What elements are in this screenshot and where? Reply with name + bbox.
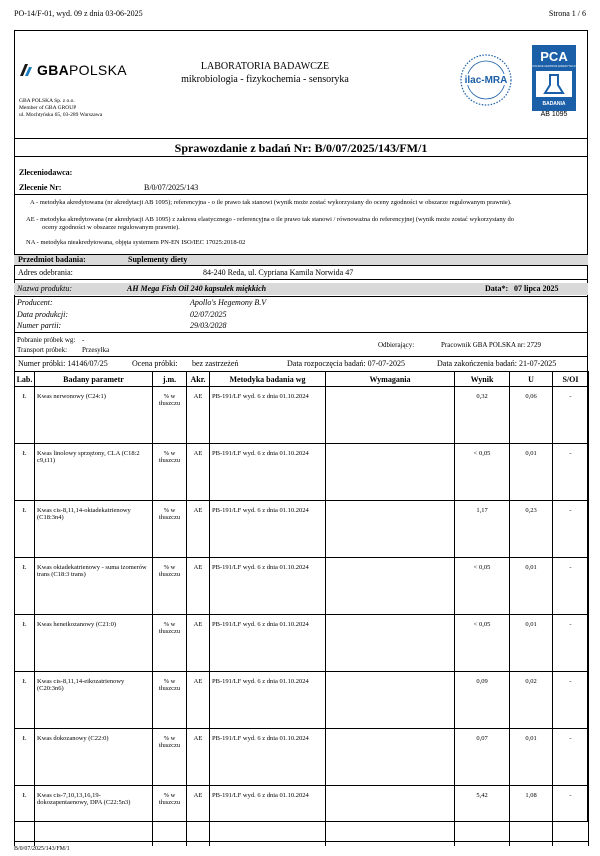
producer-label: Producent: bbox=[17, 298, 53, 307]
product-name: AH Mega Fish Oil 240 kapsułek miękkich bbox=[127, 284, 267, 293]
cell-parameter: Kwas nerwonowy (C24:1) bbox=[35, 387, 153, 444]
cell-parameter: Kwas linolowy sprzężony, CLA (C18:2 c9,t11) bbox=[35, 444, 153, 501]
cell-unit: % w tłuszczu bbox=[153, 558, 187, 615]
cell-soi: - bbox=[553, 672, 589, 729]
legend-a: A - metodyka akredytowana (nr akredytacji AB 1095); referencyjna - o ile prawo tak stanowi (wynik może zostać wykorzystany do oceny zgodności w obszarze regulowanym prawnie). bbox=[30, 199, 512, 206]
cell-uncertainty: 0,01 bbox=[510, 615, 553, 672]
cell-unit: % w tłuszczu bbox=[153, 672, 187, 729]
cell-soi: - bbox=[553, 729, 589, 786]
pca-logo bbox=[532, 45, 576, 111]
table-row bbox=[15, 501, 589, 558]
cell-lab: Ł bbox=[15, 558, 35, 615]
cell-uncertainty: 1,08 bbox=[510, 786, 553, 847]
cell-method: PB-191/LF wyd. 6 z dnia 01.10.2024 bbox=[210, 501, 326, 558]
cell-method: PB-191/LF wyd. 6 z dnia 01.10.2024 bbox=[210, 387, 326, 444]
start-date: Data rozpoczęcia badań: 07-07-2025 bbox=[287, 359, 405, 368]
product-label: Nazwa produktu: bbox=[17, 284, 73, 293]
lab-title-block bbox=[160, 60, 370, 86]
cell-accreditation: AE bbox=[187, 672, 210, 729]
ilac-mra-logo bbox=[459, 53, 513, 107]
footer-report-number: B/0/07/2025/143/FM/1 bbox=[14, 846, 70, 852]
lab-subtitle: mikrobiologia - fizykochemia - sensoryka bbox=[181, 74, 349, 85]
divider bbox=[14, 332, 588, 333]
subject-label: Przedmiot badania: bbox=[18, 255, 86, 264]
cell-requirements bbox=[326, 444, 455, 501]
date-value: 07 lipca 2025 bbox=[514, 284, 559, 293]
cell-requirements bbox=[326, 558, 455, 615]
cell-soi: - bbox=[553, 558, 589, 615]
col-header-requirements: Wymagania bbox=[326, 372, 455, 387]
col-header-lab: Lab. bbox=[15, 372, 35, 387]
cell-accreditation: AE bbox=[187, 786, 210, 847]
cell-uncertainty: 0,01 bbox=[510, 558, 553, 615]
divider bbox=[14, 279, 588, 280]
gba-logo-icon bbox=[20, 64, 34, 76]
cell-requirements bbox=[326, 501, 455, 558]
pca-subtext: POLSKIE CENTRUM AKREDYTACJI bbox=[532, 65, 576, 68]
end-date: Data zakończenia badań: 21-07-2025 bbox=[437, 359, 557, 368]
cell-unit: % w tłuszczu bbox=[153, 729, 187, 786]
pca-badania: BADANIA bbox=[542, 101, 566, 107]
cell-method: PB-191/LF wyd. 6 z dnia 01.10.2024 bbox=[210, 558, 326, 615]
production-date-value: 02/07/2025 bbox=[190, 310, 227, 319]
cell-parameter: Kwas cis-8,11,14-oktadekatrienowy (C18:3n4) bbox=[35, 501, 153, 558]
document-code: PO-14/F-01, wyd. 09 z dnia 03-06-2025 bbox=[14, 9, 143, 18]
cell-unit: % w tłuszczu bbox=[153, 786, 187, 847]
accreditation-number: AB 1095 bbox=[540, 111, 568, 118]
receiver-label: Odbierający: bbox=[378, 341, 415, 349]
cell-method: PB-191/LF wyd. 6 z dnia 01.10.2024 bbox=[210, 786, 326, 847]
cell-parameter: Kwas heneikozanowy (C21:0) bbox=[35, 615, 153, 672]
col-header-result: Wynik bbox=[455, 372, 510, 387]
col-header-unit: j.m. bbox=[153, 372, 187, 387]
subject-value: Suplementy diety bbox=[128, 255, 188, 264]
cell-soi: - bbox=[553, 615, 589, 672]
table-row bbox=[15, 786, 589, 847]
table-row bbox=[15, 672, 589, 729]
cell-uncertainty: 0,23 bbox=[510, 501, 553, 558]
cell-unit: % w tłuszczu bbox=[153, 387, 187, 444]
table-row bbox=[15, 558, 589, 615]
cell-accreditation: AE bbox=[187, 444, 210, 501]
col-header-method: Metodyka badania wg bbox=[210, 372, 326, 387]
ilac-text: ilac-MRA bbox=[464, 75, 508, 86]
legend-ae-line2: oceny zgodności w obszarze regulowanym prawnie). bbox=[42, 224, 180, 231]
col-header-uncertainty: U bbox=[510, 372, 553, 387]
cell-method: PB-191/LF wyd. 6 z dnia 01.10.2024 bbox=[210, 444, 326, 501]
cell-result: 5,42 bbox=[455, 786, 510, 847]
cell-uncertainty: 0,01 bbox=[510, 729, 553, 786]
lab-title: LABORATORIA BADAWCZE bbox=[200, 61, 330, 72]
cell-soi: - bbox=[553, 387, 589, 444]
cell-unit: % w tłuszczu bbox=[153, 501, 187, 558]
cell-parameter: Kwas cis-7,10,13,16,19-dokozapentaenowy, DPA (C22:5n3) bbox=[35, 786, 153, 847]
divider bbox=[14, 296, 588, 297]
pca-text: PCA bbox=[540, 49, 568, 64]
cell-accreditation: AE bbox=[187, 558, 210, 615]
table-row bbox=[15, 729, 589, 786]
company-name: GBA POLSKA Sp. z o.o. bbox=[19, 98, 75, 104]
cell-lab: Ł bbox=[15, 501, 35, 558]
production-date-label: Data produkcji: bbox=[17, 310, 69, 319]
sample-meta-row bbox=[14, 356, 588, 369]
cell-lab: Ł bbox=[15, 615, 35, 672]
cell-uncertainty: 0,06 bbox=[510, 387, 553, 444]
assessment-value: bez zastrzeżeń bbox=[192, 359, 239, 368]
col-header-parameter: Badany parametr bbox=[35, 372, 153, 387]
client-label: Zleceniodawca: bbox=[19, 168, 73, 177]
cell-parameter: Kwas cis-8,11,14-eikozatrienowy (C20:3n6) bbox=[35, 672, 153, 729]
cell-soi: - bbox=[553, 786, 589, 847]
cell-uncertainty: 0,02 bbox=[510, 672, 553, 729]
col-header-accreditation: Akr. bbox=[187, 372, 210, 387]
cell-requirements bbox=[326, 615, 455, 672]
divider bbox=[14, 194, 588, 195]
page-number: Strona 1 / 6 bbox=[548, 9, 586, 18]
logo-text-bold: GBA bbox=[37, 62, 70, 78]
cell-requirements bbox=[326, 729, 455, 786]
col-header-soi: S/OI bbox=[553, 372, 589, 387]
cell-result: < 0,05 bbox=[455, 615, 510, 672]
footer-divider bbox=[14, 841, 588, 842]
assessment-label: Ocena próbki: bbox=[132, 359, 178, 368]
subject-bar bbox=[14, 254, 588, 266]
results-table bbox=[14, 371, 589, 846]
transport-value: Przesyłka bbox=[82, 346, 110, 354]
cell-result: 1,17 bbox=[455, 501, 510, 558]
order-label: Zlecenie Nr: bbox=[19, 183, 62, 192]
batch-value: 29/03/2028 bbox=[190, 321, 227, 330]
legend-na: NA - metodyka nieakredytowana, objęta systemem PN-EN ISO/IEC 17025:2018-02 bbox=[26, 239, 246, 246]
company-address bbox=[19, 98, 102, 119]
cell-result: < 0,05 bbox=[455, 444, 510, 501]
cell-lab: Ł bbox=[15, 387, 35, 444]
cell-result: 0,09 bbox=[455, 672, 510, 729]
company-street: ul. Mochtyńska 65, 03-289 Warszawa bbox=[19, 112, 103, 118]
cell-unit: % w tłuszczu bbox=[153, 444, 187, 501]
cell-soi: - bbox=[553, 501, 589, 558]
cell-parameter: Kwas oktadekatrienowy - suma izomerów trans (C18:3 trans) bbox=[35, 558, 153, 615]
cell-method: PB-191/LF wyd. 6 z dnia 01.10.2024 bbox=[210, 729, 326, 786]
transport-label: Transport próbek: bbox=[17, 346, 68, 354]
cell-accreditation: AE bbox=[187, 501, 210, 558]
cell-method: PB-191/LF wyd. 6 z dnia 01.10.2024 bbox=[210, 615, 326, 672]
company-member: Member of GBA GROUP bbox=[19, 105, 77, 111]
sample-number: Numer próbki: 14146/07/25 bbox=[18, 359, 108, 368]
cell-lab: Ł bbox=[15, 672, 35, 729]
address-value: 84-240 Reda, ul. Cypriana Kamila Norwida 47 bbox=[203, 268, 354, 277]
table-row bbox=[15, 444, 589, 501]
legend-ae-line1: AE - metodyka akredytowana (nr akredytacji AB 1095) z zakresu elastycznego - referencyjna o ile prawo tak stanowi / równoważna do referencyjnej (wynik może zostać wykorzystany do bbox=[26, 216, 515, 223]
receiver-value: Pracownik GBA POLSKA nr: 2729 bbox=[441, 341, 541, 349]
report-title: Sprawozdanie z badań Nr: B/0/07/2025/143/FM/1 bbox=[14, 138, 588, 157]
cell-lab: Ł bbox=[15, 444, 35, 501]
cell-soi: - bbox=[553, 444, 589, 501]
cell-requirements bbox=[326, 786, 455, 847]
date-label: Data*: bbox=[485, 284, 509, 293]
cell-accreditation: AE bbox=[187, 387, 210, 444]
cell-result: < 0,05 bbox=[455, 558, 510, 615]
cell-requirements bbox=[326, 672, 455, 729]
cell-method: PB-191/LF wyd. 6 z dnia 01.10.2024 bbox=[210, 672, 326, 729]
logo-text-rest: POLSKA bbox=[69, 62, 127, 78]
address-label: Adres odebrania: bbox=[18, 268, 73, 277]
order-number: B/0/07/2025/143 bbox=[144, 183, 199, 192]
cell-accreditation: AE bbox=[187, 615, 210, 672]
cell-unit: % w tłuszczu bbox=[153, 615, 187, 672]
cell-uncertainty: 0,01 bbox=[510, 444, 553, 501]
table-header-row bbox=[15, 372, 589, 387]
cell-result: 0,32 bbox=[455, 387, 510, 444]
producer-value: Apollo's Hegemony B.V bbox=[190, 298, 267, 307]
table-row bbox=[15, 387, 589, 444]
sampling-value: - bbox=[82, 336, 85, 344]
cell-requirements bbox=[326, 387, 455, 444]
table-row bbox=[15, 615, 589, 672]
cell-parameter: Kwas dokozanowy (C22:0) bbox=[35, 729, 153, 786]
product-bar bbox=[14, 283, 588, 295]
batch-label: Numer partii: bbox=[17, 321, 62, 330]
cell-result: 0,07 bbox=[455, 729, 510, 786]
cell-lab: Ł bbox=[15, 729, 35, 786]
gba-logo bbox=[20, 62, 127, 78]
cell-accreditation: AE bbox=[187, 729, 210, 786]
sampling-label: Pobranie próbek wg: bbox=[17, 336, 76, 344]
cell-lab: Ł bbox=[15, 786, 35, 847]
